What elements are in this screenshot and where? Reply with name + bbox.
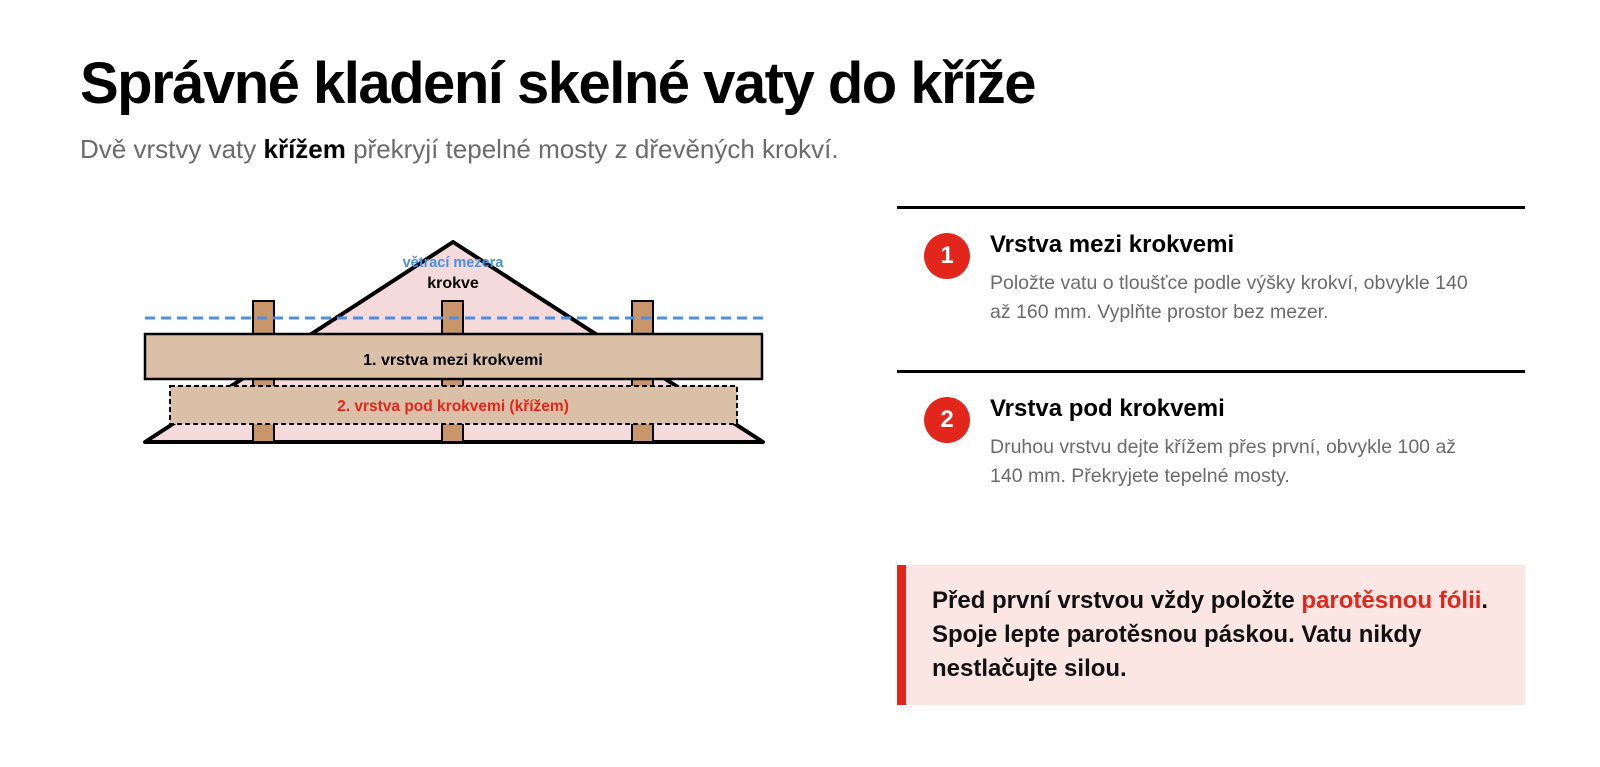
page-subtitle <box>80 134 839 165</box>
subtitle-text-end: překryjí tepelné mosty z dřevěných krokví. <box>345 134 839 164</box>
step-description: Druhou vrstvu dejte křížem přes první, obvykle 100 až 140 mm. Překryjete tepelné mosty. <box>990 436 1457 487</box>
rafters-label: krokve <box>427 275 479 292</box>
subtitle-text-start: Dvě vrstvy vaty <box>80 134 264 164</box>
subtitle-emphasis: křížem <box>263 134 346 164</box>
step-number-badge: 1 <box>924 233 970 279</box>
step-heading: Vrstva mezi krokvemi <box>990 231 1235 258</box>
insulation-diagram <box>130 230 810 470</box>
step-item-2 <box>897 370 1525 487</box>
page-title: Správné kladení skelné vaty do kříže <box>80 51 1036 116</box>
note-text-start: Před první vrstvou vždy položte <box>932 587 1302 614</box>
step-item-1 <box>897 206 1525 323</box>
step-heading: Vrstva pod krokvemi <box>990 395 1225 422</box>
ventilation-gap-label: větrací mezera <box>402 255 504 271</box>
step-number-badge: 2 <box>924 397 970 443</box>
warning-note-text <box>932 584 1507 686</box>
layer-1-label: 1. vrstva mezi krokvemi <box>363 352 543 369</box>
note-text-end: . Spoje lepte parotěsnou páskou. Vatu nikdy nestlačujte silou. <box>932 587 1489 682</box>
layer-2-label: 2. vrstva pod krokvemi (křížem) <box>337 398 569 415</box>
note-highlight: parotěsnou fólii <box>1301 587 1482 614</box>
warning-note <box>897 565 1525 705</box>
step-description: Položte vatu o tloušťce podle výšky krokví, obvykle 140 až 160 mm. Vyplňte prostor bez mezer. <box>990 272 1468 323</box>
